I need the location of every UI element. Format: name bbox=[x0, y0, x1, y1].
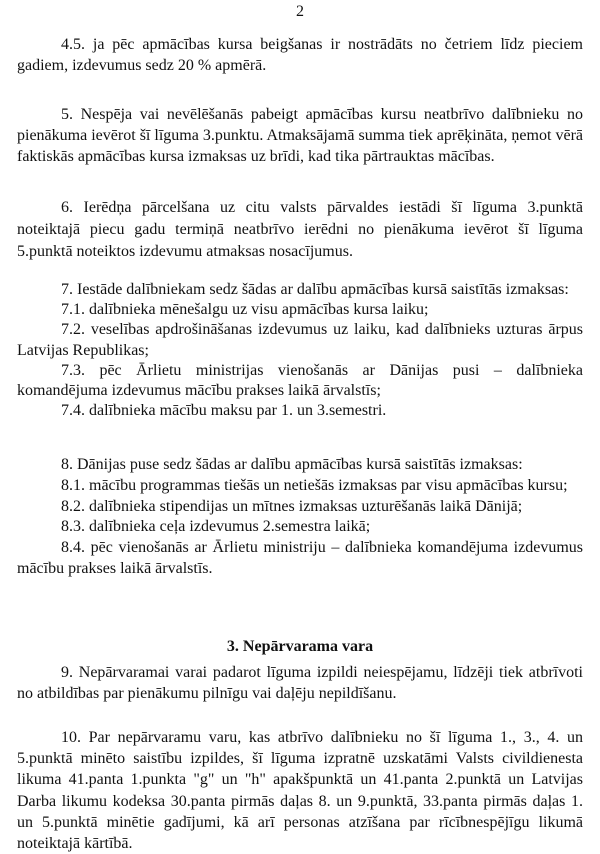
clause-9: 9. Nepārvaramai varai padarot līguma izpildi neiespējamu, līdzēji tiek atbrīvoti no atbildības par pienākumu pilnīgu vai daļēju nepildīšanu. bbox=[17, 664, 583, 702]
section-heading: 3. Nepārvarama vara bbox=[226, 638, 374, 655]
clause-10-block bbox=[17, 727, 583, 854]
clause-9-block bbox=[17, 663, 583, 705]
clause-10: 10. Par nepārvaramu varu, kas atbrīvo dalībnieku no šī līguma 1., 3., 4. un 5.punktā minēto saistību izpildes, šī līguma izpratnē uzskatāmi Valsts civildienesta likuma 41.panta 1.punkta "g" un "h" apakšpunktā un 41.panta 2.punktā un Latvijas Darba likumu kodeksa 30.panta pirmās daļas 8. un 9.punktā, 33.panta pirmās daļas 1. un 5.punktā minētie gadījumi, kā arī personas atzīšana par rīcībnespējīgu likumā noteiktajā kārtībā. bbox=[17, 729, 583, 853]
clause-4-5-block bbox=[17, 35, 583, 77]
clause-7-1: 7.1. dalībnieka mēnešalgu uz visu apmācības kursa laiku; bbox=[61, 301, 429, 319]
page-number: 2 bbox=[296, 3, 304, 20]
clause-8-2: 8.2. dalībnieka stipendijas un mītnes izmaksas uzturēšanās laikā Dānijā; bbox=[61, 497, 523, 515]
clause-8-3: 8.3. dalībnieka ceļa izdevumus 2.semestra laikā; bbox=[61, 518, 371, 536]
clause-6-block bbox=[17, 197, 583, 263]
clause-8-4: 8.4. pēc vienošanās ar Ārlietu ministriju – dalībnieka komandējuma izdevumus mācību prakses laikā ārvalstīs. bbox=[17, 539, 583, 577]
clause-5-block bbox=[17, 105, 583, 167]
clause-7-3: 7.3. pēc Ārlietu ministrijas vienošanās ar Dānijas pusi – dalībnieka komandējuma izdevumus mācību prakses laikā ārvalstīs; bbox=[17, 361, 583, 400]
clause-8-block bbox=[17, 455, 583, 580]
clause-8: 8. Dānijas puse sedz šādas ar dalību apmācības kursā saistītās izmaksas: bbox=[61, 456, 523, 473]
clause-7-2: 7.2. veselības apdrošināšanas izdevumus uz laiku, kad dalībnieks uzturas ārpus Latvijas Republikas; bbox=[17, 321, 583, 359]
clause-5: 5. Nespēja vai nevēlēšanās pabeigt apmācības kursu neatbrīvo dalībnieku no pienākuma ievērot šī līguma 3.punktu. Atmaksājamā summa tiek aprēķināta, ņemot vērā faktiskās apmācības kursa izmaksas uz brīdi, kad tika pārtrauktas mācības. bbox=[17, 106, 583, 165]
clause-7-4: 7.4. dalībnieka mācību maksu par 1. un 3.semestri. bbox=[61, 402, 387, 420]
clause-4-5: 4.5. ja pēc apmācības kursa beigšanas ir nostrādāts no četriem līdz pieciem gadiem, izdevumus sedz 20 % apmērā. bbox=[17, 36, 583, 74]
clause-8-1: 8.1. mācību programmas tiešās un netiešās izmaksas par visu apmācības kursu; bbox=[61, 476, 568, 494]
clause-7-block bbox=[17, 280, 583, 421]
clause-7: 7. Iestāde dalībniekam sedz šādas ar dalību apmācības kursā saistītās izmaksas: bbox=[61, 281, 569, 298]
clause-6: 6. Ierēdņa pārcelšana uz citu valsts pārvaldes iestādi šī līguma 3.punktā noteiktajā piecu gadu termiņā neatbrīvo ierēdni no pienākuma ievērot šī līguma 5.punktā noteiktos izdevumu atmaksas nosacījumus. bbox=[17, 199, 583, 260]
